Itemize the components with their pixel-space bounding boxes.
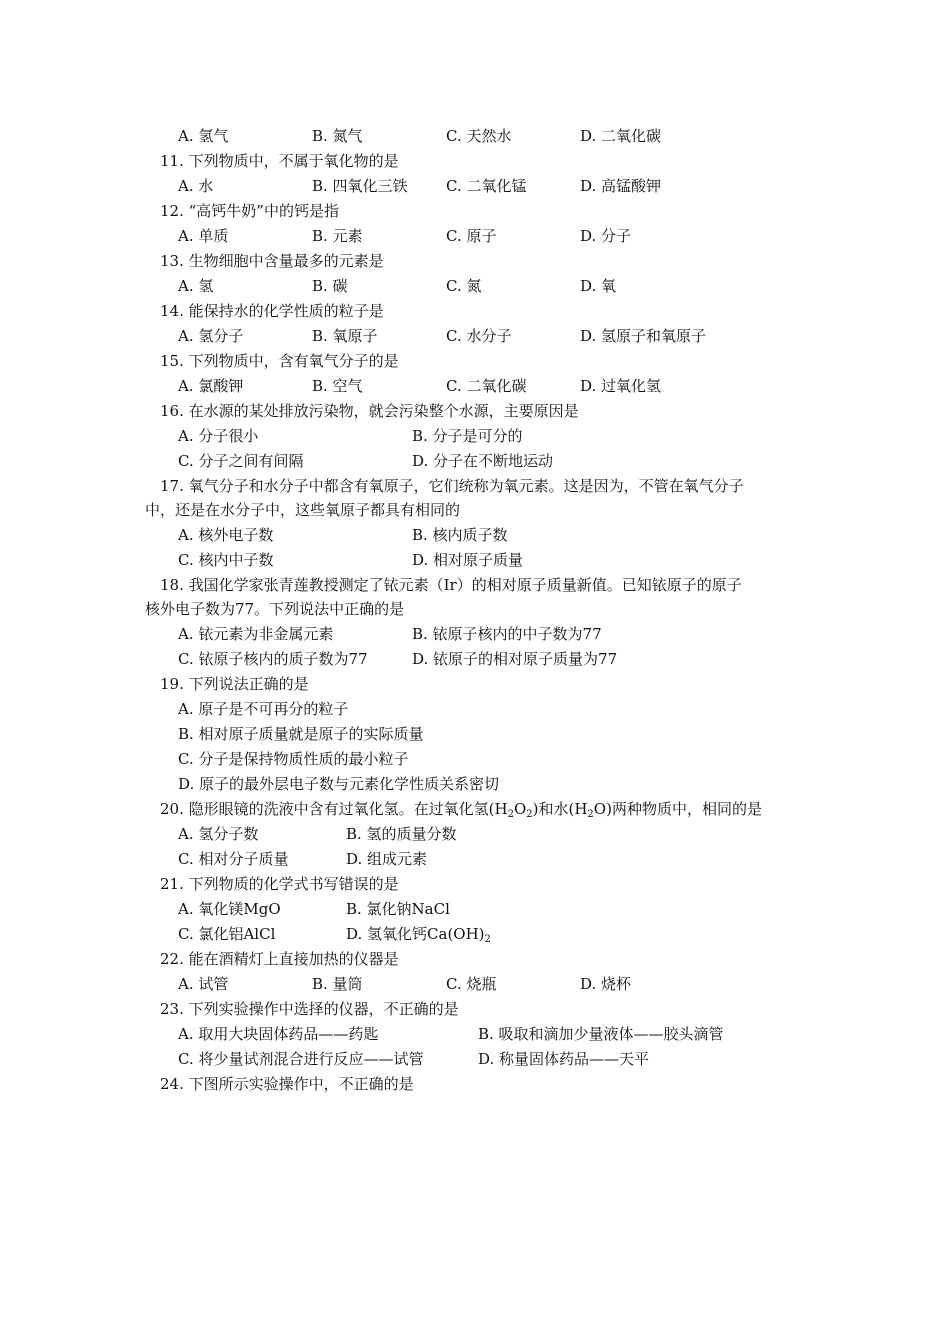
q10-option-c: C. 天然水 [446,127,512,145]
q13-option-c: C. 氮 [446,277,482,295]
q15-option-a: A. 氯酸钾 [178,377,244,395]
q20-stem-part-a: 20. 隐形眼镜的洗液中含有过氧化氢。在过氧化氢(H [160,800,508,818]
q12-option-b: B. 元素 [312,227,363,245]
q13-option-b: B. 碳 [312,277,348,295]
q15-option-d: D. 过氧化氢 [580,377,662,395]
q20-option-b: B. 氢的质量分数 [346,825,457,843]
q17-option-b: B. 核内质子数 [412,526,508,544]
q20-option-c: C. 相对分子质量 [178,850,289,868]
q17-stem-line2: 中，还是在水分子中，这些氧原子都具有相同的 [145,501,461,519]
q16-option-c: C. 分子之间有间隔 [178,452,304,470]
q14-option-b: B. 氧原子 [312,327,378,345]
q21-option-d [346,924,491,944]
q21-option-d-text: D. 氢氧化钙Ca(OH) [346,925,485,943]
q22-option-d: D. 烧杯 [580,975,632,993]
q23-option-c: C. 将少量试剂混合进行反应——试管 [178,1050,424,1068]
q24-stem: 24. 下图所示实验操作中，不正确的是 [160,1075,414,1093]
q11-option-d: D. 高锰酸钾 [580,177,662,195]
q16-stem: 16. 在水源的某处排放污染物，就会污染整个水源，主要原因是 [160,402,579,420]
q18-option-a: A. 铱元素为非金属元素 [178,625,334,643]
q23-option-a: A. 取用大块固体药品——药匙 [178,1025,379,1043]
q23-option-b: B. 吸取和滴加少量液体——胶头滴管 [478,1025,724,1043]
q22-option-b: B. 量筒 [312,975,363,993]
q15-option-c: C. 二氧化碳 [446,377,527,395]
q22-option-c: C. 烧瓶 [446,975,497,993]
q22-stem: 22. 能在酒精灯上直接加热的仪器是 [160,950,399,968]
q15-stem: 15. 下列物质中，含有氧气分子的是 [160,352,399,370]
q12-option-a: A. 单质 [178,227,229,245]
q13-option-d: D. 氧 [580,277,617,295]
q11-option-a: A. 水 [178,177,214,195]
q10-option-a: A. 氢气 [178,127,229,145]
q17-option-a: A. 核外电子数 [178,526,274,544]
q19-option-b: B. 相对原子质量就是原子的实际质量 [178,725,424,743]
q20-stem-part-b: O [513,800,527,818]
q21-option-a: A. 氧化镁MgO [178,900,281,918]
q11-option-b: B. 四氧化三铁 [312,177,408,195]
q15-option-b: B. 空气 [312,377,363,395]
q19-option-d: D. 原子的最外层电子数与元素化学性质关系密切 [178,775,500,793]
q11-stem: 11. 下列物质中，不属于氧化物的是 [160,152,399,170]
q10-option-b: B. 氮气 [312,127,363,145]
q12-option-d: D. 分子 [580,227,632,245]
q11-option-c: C. 二氧化锰 [446,177,527,195]
q23-stem: 23. 下列实验操作中选择的仪器，不正确的是 [160,1000,459,1018]
q12-stem: 12. “高钙牛奶”中的钙是指 [160,202,339,220]
q23-option-d: D. 称量固体药品——天平 [478,1050,650,1068]
q21-option-c: C. 氯化铝AlCl [178,925,276,943]
q17-stem-line1: 17. 氧气分子和水分子中都含有氧原子，它们统称为氧元素。这是因为，不管在氧气分子 [160,477,744,495]
q14-option-a: A. 氢分子 [178,327,244,345]
q18-option-b: B. 铱原子核内的中子数为77 [412,625,602,643]
q16-option-b: B. 分子是可分的 [412,427,523,445]
q20-stem-part-d: O)两种物质中，相同的是 [593,800,762,818]
q20-option-d: D. 组成元素 [346,850,428,868]
q19-option-c: C. 分子是保持物质性质的最小粒子 [178,750,409,768]
q17-option-d: D. 相对原子质量 [412,551,524,569]
q22-option-a: A. 试管 [178,975,229,993]
q21-option-b: B. 氯化钠NaCl [346,900,450,918]
q18-option-c: C. 铱原子核内的质子数为77 [178,650,368,668]
q19-stem: 19. 下列说法正确的是 [160,675,309,693]
q17-option-c: C. 核内中子数 [178,551,274,569]
q19-option-a: A. 原子是不可再分的粒子 [178,700,349,718]
q20-subscript-a: 2 [507,809,514,820]
q21-stem: 21. 下列物质的化学式书写错误的是 [160,875,399,893]
q16-option-a: A. 分子很小 [178,427,259,445]
q20-stem-part-c: )和水(H [532,800,588,818]
q18-option-d: D. 铱原子的相对原子质量为77 [412,650,618,668]
q20-stem [160,799,762,819]
q14-option-d: D. 氢原子和氧原子 [580,327,707,345]
q20-subscript-c: 2 [587,809,594,820]
q14-stem: 14. 能保持水的化学性质的粒子是 [160,302,384,320]
q21-option-d-subscript: 2 [484,934,491,945]
q20-subscript-b: 2 [526,809,533,820]
q16-option-d: D. 分子在不断地运动 [412,452,554,470]
q13-option-a: A. 氢 [178,277,214,295]
q18-stem-line2: 核外电子数为77。下列说法中正确的是 [145,600,405,618]
q10-option-d: D. 二氧化碳 [580,127,662,145]
q13-stem: 13. 生物细胞中含量最多的元素是 [160,252,384,270]
q18-stem-line1: 18. 我国化学家张青莲教授测定了铱元素（Ir）的相对原子质量新值。已知铱原子的原子 [160,576,742,594]
q20-option-a: A. 氢分子数 [178,825,259,843]
q14-option-c: C. 水分子 [446,327,512,345]
q12-option-c: C. 原子 [446,227,497,245]
